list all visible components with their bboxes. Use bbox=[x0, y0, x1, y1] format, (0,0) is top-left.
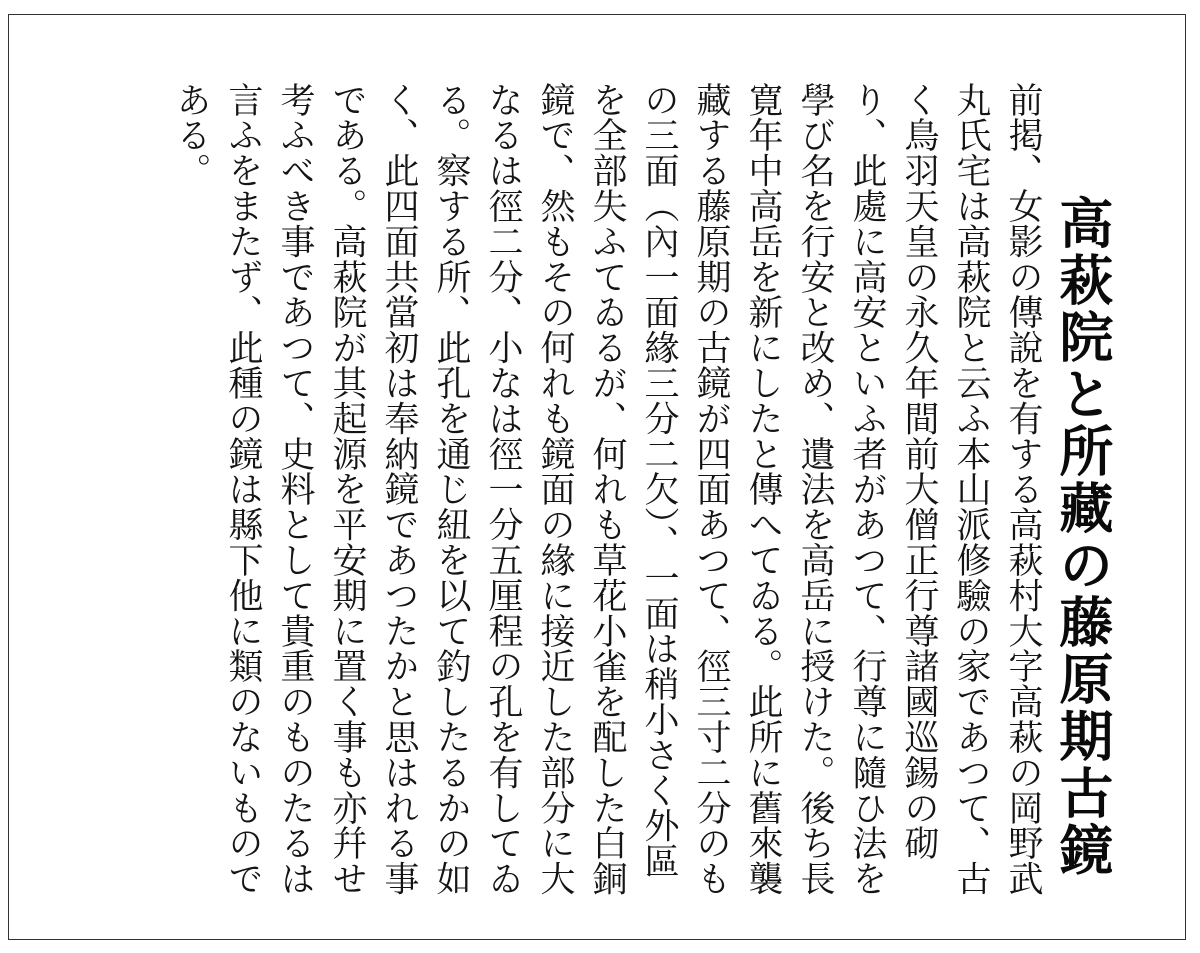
article-title: 高萩院と所藏の藤原期古鏡 bbox=[1050, 195, 1115, 879]
article-body: 前掲、女影の傳說を有する高萩村大字高萩の岡野武丸氏宅は高萩院と云ふ本山派修驗の家であつて、古く鳥羽天皇の永久年間前大僧正行尊諸國巡錫の砌り、此處に高安といふ者があつて、行尊に隨ひ法を學び名を行安と改め、遺法を高岳に授けた。後ち長寛年中高岳を新にしたと傳へてゐる。此所に舊來襲藏する藤原期の古鏡が四面あつて、徑三寸二分のもの三面（內一面緣三分二欠）、一面は稍小さく外區を全部失ふてゐるが、何れも草花小雀を配した白銅鏡で、然もその何れも鏡面の緣に接近した部分に大なるは徑二分、小なは徑一分五厘程の孔を有してゐる。察する所、此孔を通じ紐を以て釣したるかの如く、此四面共當初は奉納鏡であつたかと思はれる事である。高萩院が其起源を平安期に置く事も亦幷せ考ふべき事であつて、史料として貴重のものたるは言ふをまたず、此種の鏡は縣下他に類のないものである。 bbox=[171, 82, 1043, 897]
